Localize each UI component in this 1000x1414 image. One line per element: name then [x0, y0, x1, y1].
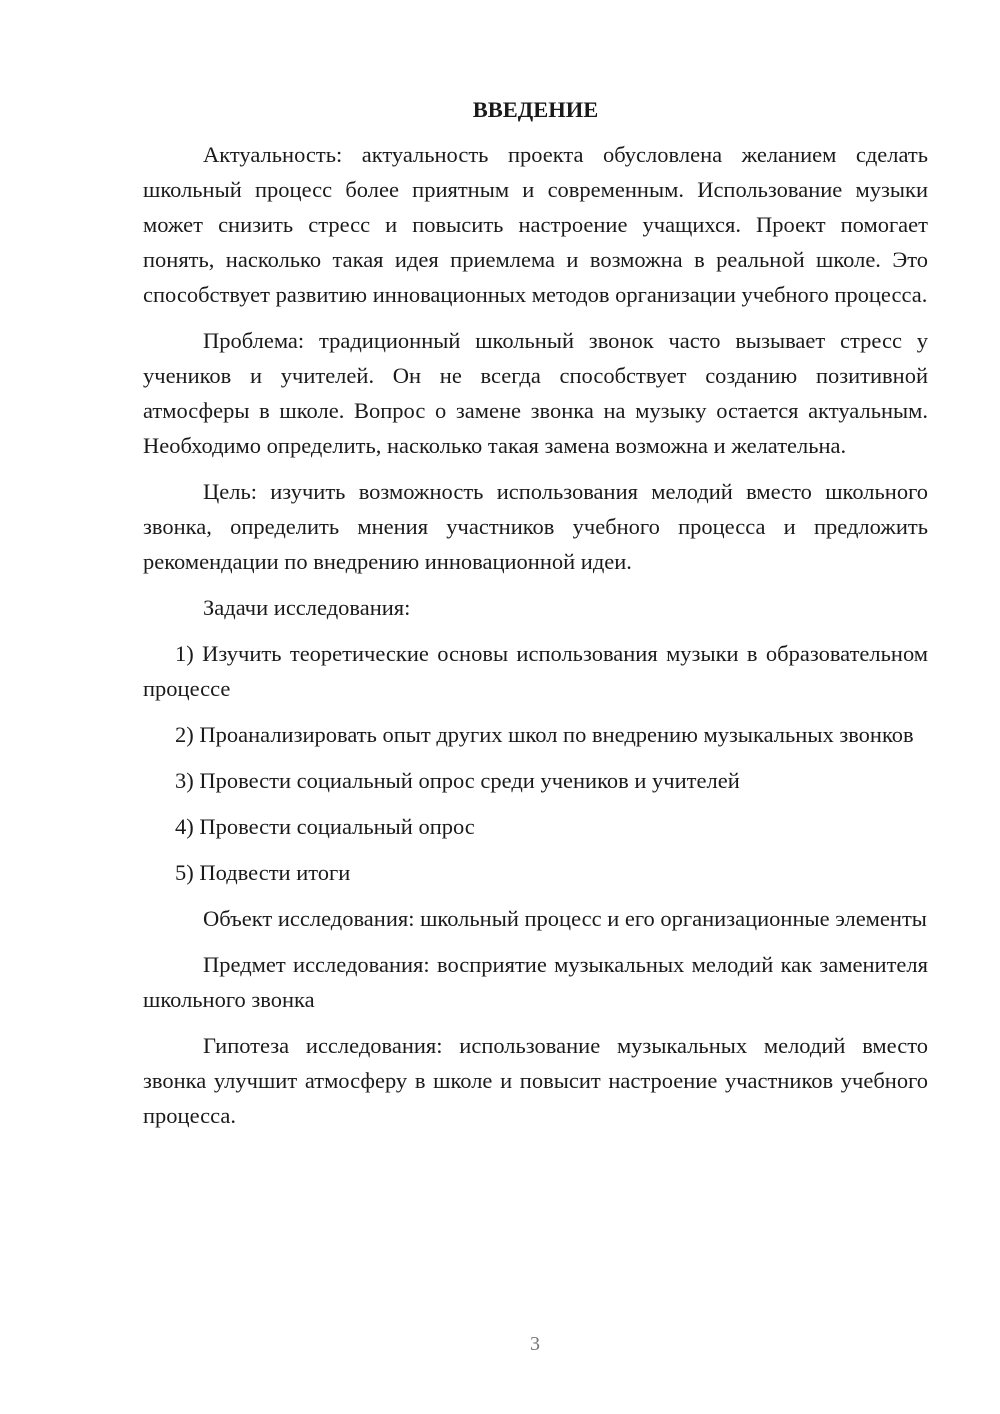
task-item: 3) Провести социальный опрос среди учеников и учителей: [175, 768, 740, 793]
task-item: 2) Проанализировать опыт других школ по внедрению музыкальных звонков: [175, 722, 914, 747]
task-item: 4) Провести социальный опрос: [175, 814, 475, 839]
object-paragraph: Объект исследования: школьный процесс и его организационные элементы: [203, 906, 927, 931]
goal-paragraph: Цель: изучить возможность использования мелодий вместо школьного звонка, определить мнения участников учебного процесса и предложить рекомендации по внедрению инновационной идеи.: [143, 479, 928, 574]
section-title: ВВЕДЕНИЕ: [472, 97, 599, 122]
problem-paragraph: Проблема: традиционный школьный звонок часто вызывает стресс у учеников и учителей. Он не всегда способствует созданию позитивной атмосферы в школе. Вопрос о замене звонка на музыку остается актуальным. Необходимо определить, насколько такая замена возможна и желательна.: [143, 328, 928, 458]
subject-paragraph: Предмет исследования: восприятие музыкальных мелодий как заменителя школьного звонка: [143, 952, 928, 1012]
task-item: 1) Изучить теоретические основы использования музыки в образовательном процессе: [143, 641, 928, 701]
relevance-paragraph: Актуальность: актуальность проекта обусловлена желанием сделать школьный процесс более приятным и современным. Использование музыки может снизить стресс и повысить настроение учащихся. Проект помогает понять, насколько такая идея приемлема и возможна в реальной школе. Это способствует развитию инновационных методов организации учебного процесса.: [143, 142, 928, 307]
tasks-heading: Задачи исследования:: [203, 595, 411, 620]
hypothesis-paragraph: Гипотеза исследования: использование музыкальных мелодий вместо звонка улучшит атмосферу в школе и повысит настроение участников учебного процесса.: [143, 1033, 928, 1128]
page-content: [143, 92, 928, 1144]
task-item: 5) Подвести итоги: [175, 860, 351, 885]
page-number: 3: [530, 1333, 540, 1355]
